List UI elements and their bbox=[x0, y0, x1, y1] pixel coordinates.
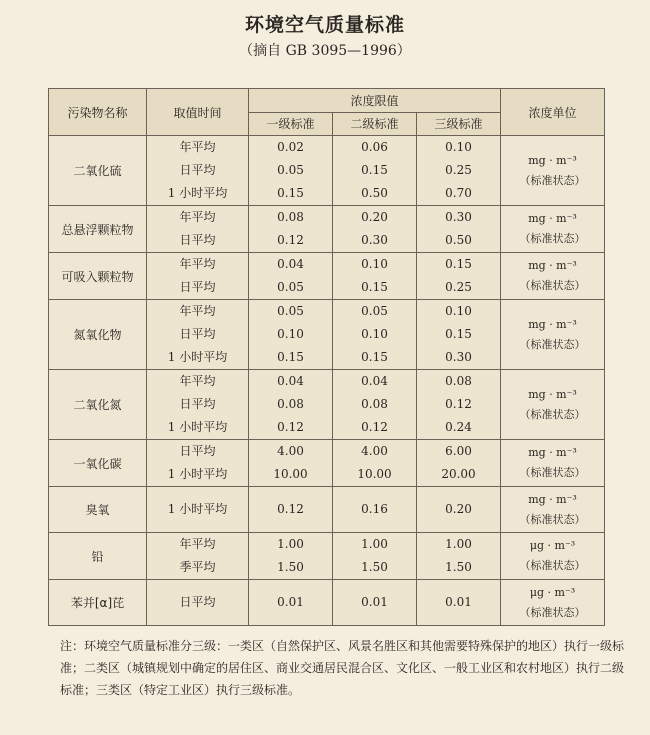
page-title: 环境空气质量标准 bbox=[244, 14, 405, 36]
pollutant-name-cell bbox=[49, 580, 147, 626]
grade1-value-cell bbox=[249, 440, 333, 487]
grade3-value: 0.25 bbox=[445, 163, 472, 177]
grade2-value: 0.01 bbox=[361, 595, 388, 609]
grade2-value-cell bbox=[333, 580, 417, 626]
grade2-value: 0.10 bbox=[361, 327, 388, 341]
grade1-value-cell bbox=[249, 487, 333, 533]
pollutant-name-cell bbox=[49, 136, 147, 206]
grade2-value: 4.00 bbox=[361, 444, 388, 458]
concentration-unit: mg · m⁻³ bbox=[528, 446, 577, 459]
grade1-value: 0.04 bbox=[277, 374, 304, 388]
grade2-value: 0.06 bbox=[361, 140, 388, 154]
averaging-time: 年平均 bbox=[179, 374, 216, 388]
grade1-value-cell bbox=[249, 533, 333, 580]
table-row bbox=[49, 300, 605, 370]
pollutant-name: 一氧化碳 bbox=[73, 456, 122, 471]
concentration-unit: （标准状态） bbox=[519, 173, 586, 187]
table-row bbox=[49, 253, 605, 300]
pollutant-name-cell bbox=[49, 487, 147, 533]
table-body bbox=[49, 136, 605, 626]
header-time: 取值时间 bbox=[147, 89, 249, 136]
averaging-time: 年平均 bbox=[179, 257, 216, 271]
averaging-time: 年平均 bbox=[179, 304, 216, 318]
grade1-value: 0.02 bbox=[277, 140, 304, 154]
grade2-value: 0.50 bbox=[361, 186, 388, 200]
table-row bbox=[49, 487, 605, 533]
concentration-unit: mg · m⁻³ bbox=[528, 153, 577, 167]
grade2-value: 0.16 bbox=[361, 502, 388, 516]
concentration-unit: （标准状态） bbox=[519, 337, 586, 351]
concentration-unit: mg · m⁻³ bbox=[528, 492, 577, 506]
grade1-value: 0.08 bbox=[277, 397, 304, 411]
grade2-value-cell bbox=[333, 487, 417, 533]
grade2-value: 0.20 bbox=[361, 210, 388, 224]
grade1-value: 0.05 bbox=[277, 163, 304, 177]
grade1-value: 0.15 bbox=[277, 186, 304, 200]
concentration-unit: （标准状态） bbox=[519, 466, 586, 479]
concentration-unit-cell bbox=[501, 370, 605, 440]
averaging-time: 年平均 bbox=[179, 140, 216, 154]
grade3-value: 0.70 bbox=[445, 186, 472, 200]
grade2-value-cell bbox=[333, 440, 417, 487]
grade1-value: 0.10 bbox=[277, 327, 304, 341]
grade3-value: 6.00 bbox=[445, 444, 472, 458]
grade3-value: 0.08 bbox=[445, 374, 472, 388]
grade2-value: 0.15 bbox=[361, 350, 388, 364]
grade2-value-cell bbox=[333, 300, 417, 370]
grade3-value-cell bbox=[417, 136, 501, 206]
grade2-value: 0.10 bbox=[361, 257, 388, 271]
concentration-unit-cell bbox=[501, 136, 605, 206]
grade1-value-cell bbox=[249, 370, 333, 440]
pollutant-name-cell bbox=[49, 533, 147, 580]
averaging-time: 1 小时平均 bbox=[167, 420, 228, 434]
concentration-unit: μg · m⁻³ bbox=[529, 539, 576, 552]
header-unit: 浓度单位 bbox=[501, 89, 605, 136]
averaging-time: 日平均 bbox=[179, 595, 216, 609]
grade3-value: 0.12 bbox=[445, 397, 472, 411]
concentration-unit: mg · m⁻³ bbox=[528, 387, 577, 401]
grade3-value: 0.15 bbox=[445, 327, 472, 341]
averaging-time-cell bbox=[147, 253, 249, 300]
page-subtitle: （摘自 GB 3095—1996） bbox=[239, 43, 411, 59]
grade1-value: 0.08 bbox=[277, 210, 304, 224]
grade3-value: 0.30 bbox=[445, 210, 472, 224]
pollutant-name: 苯并[α]芘 bbox=[70, 596, 125, 610]
grade2-value: 0.04 bbox=[361, 374, 388, 388]
grade1-value: 0.12 bbox=[277, 420, 304, 434]
concentration-unit-cell bbox=[501, 533, 605, 580]
averaging-time-cell bbox=[147, 487, 249, 533]
grade3-value: 0.25 bbox=[445, 280, 472, 294]
grade3-value-cell bbox=[417, 206, 501, 253]
grade1-value-cell bbox=[249, 206, 333, 253]
grade3-value: 0.15 bbox=[445, 257, 472, 271]
pollutant-name-cell bbox=[49, 253, 147, 300]
averaging-time: 日平均 bbox=[179, 233, 216, 247]
averaging-time-cell bbox=[147, 580, 249, 626]
concentration-unit: （标准状态） bbox=[519, 605, 586, 619]
grade2-value: 1.50 bbox=[361, 560, 388, 574]
grade2-value-cell bbox=[333, 136, 417, 206]
footnote: 注：环境空气质量标准分三级：一类区（自然保护区、风景名胜区和其他需要特殊保护的地区）执行一级标准；二类区（城镇规划中确定的居住区、商业交通居民混合区、文化区、一般工业区和农村地区）执行二级标准；三类区（特定工业区）执行三级标准。 bbox=[60, 639, 625, 697]
grade1-value-cell bbox=[249, 580, 333, 626]
grade1-value: 0.01 bbox=[277, 595, 304, 609]
pollutant-name-cell bbox=[49, 206, 147, 253]
grade2-value: 0.15 bbox=[361, 163, 388, 177]
header-grade3: 三级标准 bbox=[417, 112, 501, 136]
table-row bbox=[49, 440, 605, 487]
averaging-time: 季平均 bbox=[179, 560, 216, 574]
grade3-value: 0.10 bbox=[445, 304, 472, 318]
pollutant-name-cell bbox=[49, 370, 147, 440]
grade3-value: 1.50 bbox=[445, 560, 472, 574]
grade1-value: 0.05 bbox=[277, 304, 304, 318]
averaging-time: 日平均 bbox=[179, 280, 216, 294]
averaging-time: 年平均 bbox=[179, 537, 216, 551]
grade3-value: 0.20 bbox=[445, 502, 472, 516]
grade1-value: 4.00 bbox=[277, 444, 304, 458]
grade3-value: 0.30 bbox=[445, 350, 472, 364]
header-limit: 浓度限值 bbox=[249, 89, 501, 113]
averaging-time: 1 小时平均 bbox=[167, 350, 228, 364]
grade1-value: 1.50 bbox=[277, 560, 304, 574]
concentration-unit-cell bbox=[501, 487, 605, 533]
grade3-value: 0.10 bbox=[445, 140, 472, 154]
table-row bbox=[49, 533, 605, 580]
pollutant-name: 总悬浮颗粒物 bbox=[61, 222, 134, 237]
concentration-unit-cell bbox=[501, 300, 605, 370]
averaging-time-cell bbox=[147, 300, 249, 370]
concentration-unit-cell bbox=[501, 253, 605, 300]
grade1-value: 0.12 bbox=[277, 502, 304, 516]
grade2-value-cell bbox=[333, 253, 417, 300]
concentration-unit-cell bbox=[501, 206, 605, 253]
averaging-time-cell bbox=[147, 440, 249, 487]
concentration-unit: （标准状态） bbox=[519, 232, 586, 245]
header-grade2: 二级标准 bbox=[333, 112, 417, 136]
grade2-value-cell bbox=[333, 370, 417, 440]
averaging-time-cell bbox=[147, 370, 249, 440]
grade2-value-cell bbox=[333, 533, 417, 580]
pollutant-name: 铅 bbox=[91, 549, 104, 564]
grade1-value-cell bbox=[249, 300, 333, 370]
averaging-time: 1 小时平均 bbox=[167, 502, 228, 516]
header-grade1: 一级标准 bbox=[249, 112, 333, 136]
grade2-value: 0.12 bbox=[361, 420, 388, 434]
grade2-value: 1.00 bbox=[361, 537, 388, 551]
grade1-value-cell bbox=[249, 136, 333, 206]
grade3-value: 1.00 bbox=[445, 537, 472, 551]
table-row bbox=[49, 136, 605, 206]
concentration-unit: （标准状态） bbox=[519, 279, 586, 292]
header-pollutant: 污染物名称 bbox=[49, 89, 147, 136]
averaging-time-cell bbox=[147, 206, 249, 253]
pollutant-name: 二氧化硫 bbox=[73, 164, 122, 178]
grade3-value-cell bbox=[417, 487, 501, 533]
grade2-value: 0.05 bbox=[361, 304, 388, 318]
pollutant-name: 氮氧化物 bbox=[73, 328, 122, 342]
standards-table bbox=[48, 88, 605, 626]
grade3-value: 0.01 bbox=[445, 595, 472, 609]
grade3-value-cell bbox=[417, 440, 501, 487]
grade3-value: 20.00 bbox=[441, 467, 476, 481]
averaging-time: 1 小时平均 bbox=[167, 186, 228, 200]
pollutant-name-cell bbox=[49, 440, 147, 487]
concentration-unit: mg · m⁻³ bbox=[528, 317, 577, 331]
concentration-unit: μg · m⁻³ bbox=[529, 585, 576, 599]
table-row bbox=[49, 206, 605, 253]
averaging-time-cell bbox=[147, 533, 249, 580]
averaging-time: 日平均 bbox=[179, 163, 216, 177]
averaging-time: 日平均 bbox=[179, 397, 216, 411]
concentration-unit: （标准状态） bbox=[519, 407, 586, 421]
grade1-value: 0.15 bbox=[277, 350, 304, 364]
grade2-value: 10.00 bbox=[357, 467, 392, 481]
grade1-value: 0.04 bbox=[277, 257, 304, 271]
averaging-time: 1 小时平均 bbox=[167, 467, 228, 481]
pollutant-name-cell bbox=[49, 300, 147, 370]
pollutant-name: 可吸入颗粒物 bbox=[61, 269, 134, 284]
grade1-value: 1.00 bbox=[277, 537, 304, 551]
concentration-unit: （标准状态） bbox=[519, 512, 586, 526]
grade3-value-cell bbox=[417, 300, 501, 370]
grade2-value-cell bbox=[333, 206, 417, 253]
grade1-value: 0.05 bbox=[277, 280, 304, 294]
pollutant-name: 臭氧 bbox=[85, 503, 110, 517]
concentration-unit: mg · m⁻³ bbox=[528, 259, 577, 272]
grade2-value: 0.15 bbox=[361, 280, 388, 294]
grade3-value-cell bbox=[417, 580, 501, 626]
grade2-value: 0.08 bbox=[361, 397, 388, 411]
concentration-unit-cell bbox=[501, 580, 605, 626]
grade1-value: 0.12 bbox=[277, 233, 304, 247]
pollutant-name: 二氧化氮 bbox=[73, 398, 122, 412]
concentration-unit-cell bbox=[501, 440, 605, 487]
grade1-value: 10.00 bbox=[273, 467, 308, 481]
averaging-time: 日平均 bbox=[179, 444, 216, 458]
concentration-unit: （标准状态） bbox=[519, 559, 586, 572]
grade3-value: 0.50 bbox=[445, 233, 472, 247]
grade3-value-cell bbox=[417, 370, 501, 440]
averaging-time-cell bbox=[147, 136, 249, 206]
grade3-value: 0.24 bbox=[445, 420, 472, 434]
grade1-value-cell bbox=[249, 253, 333, 300]
averaging-time: 年平均 bbox=[179, 210, 216, 224]
table-row bbox=[49, 370, 605, 440]
grade3-value-cell bbox=[417, 533, 501, 580]
concentration-unit: mg · m⁻³ bbox=[528, 212, 577, 225]
averaging-time: 日平均 bbox=[179, 327, 216, 341]
grade2-value: 0.30 bbox=[361, 233, 388, 247]
table-row bbox=[49, 580, 605, 626]
grade3-value-cell bbox=[417, 253, 501, 300]
